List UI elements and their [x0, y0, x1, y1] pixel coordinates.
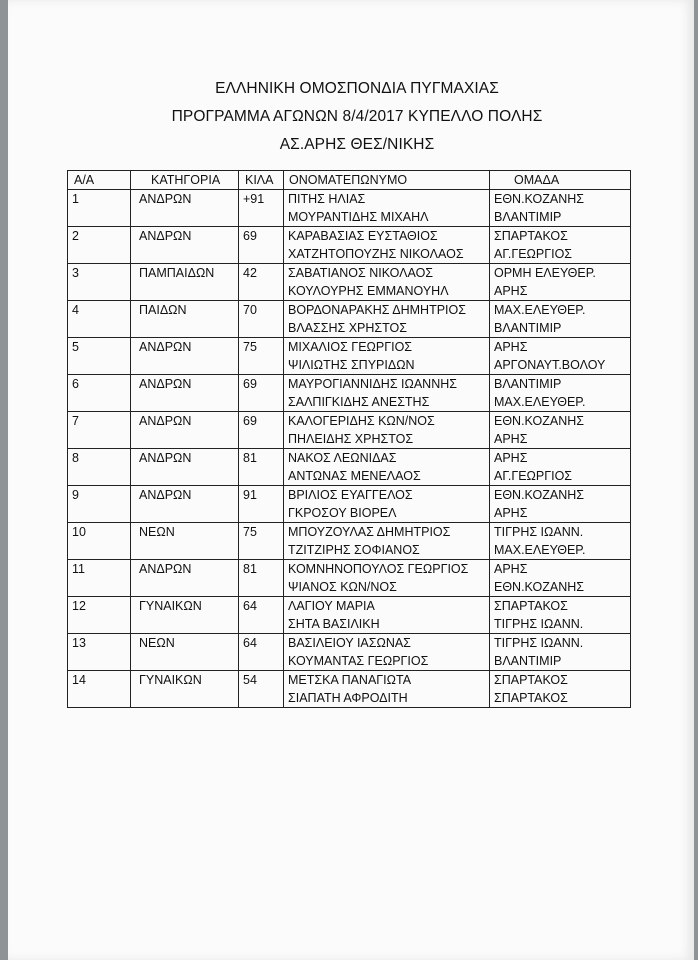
boxer-name-2: ΚΟΥΛΟΥΡΗΣ ΕΜΜΑΝΟΥΗΛ — [288, 284, 449, 298]
team-2: ΒΛΑΝΤΙΜΙΡ — [494, 321, 562, 335]
cell-category — [131, 375, 239, 412]
cell-no — [68, 449, 131, 486]
team-1: ΤΙΓΡΗΣ ΙΩΑΝΝ. — [494, 525, 584, 539]
team-1: ΤΙΓΡΗΣ ΙΩΑΝΝ. — [494, 636, 584, 650]
cell-names — [284, 486, 490, 523]
cell-teams — [490, 523, 631, 560]
table-row — [68, 449, 631, 486]
table-row — [68, 301, 631, 338]
cell-teams — [490, 560, 631, 597]
row-number: 9 — [72, 488, 79, 502]
cell-teams — [490, 264, 631, 301]
team-1: ΑΡΗΣ — [494, 340, 528, 354]
boxer-name-2: ΚΟΥΜΑΝΤΑΣ ΓΕΩΡΓΙΟΣ — [288, 654, 429, 668]
boxer-name-1: ΜΑΥΡΟΓΙΑΝΝΙΔΗΣ ΙΩΑΝΝΗΣ — [288, 377, 457, 391]
weight-class: 54 — [243, 673, 257, 687]
boxer-name-1: ΚΑΡΑΒΑΣΙΑΣ ΕΥΣΤΑΘΙΟΣ — [288, 229, 438, 243]
table-row — [68, 597, 631, 634]
weight-class: 69 — [243, 377, 257, 391]
category: ΠΑΜΠΑΙΔΩΝ — [139, 266, 215, 280]
team-1: ΣΠΑΡΤΑΚΟΣ — [494, 673, 568, 687]
cell-names — [284, 523, 490, 560]
cell-teams — [490, 227, 631, 264]
cell-category — [131, 671, 239, 708]
header-name: ΟΝΟΜΑΤΕΠΩΝΥΜΟ — [284, 171, 490, 190]
cell-no — [68, 190, 131, 227]
document-page — [8, 0, 694, 960]
cell-no — [68, 560, 131, 597]
program-title: ΠΡΟΓΡΑΜΜΑ ΑΓΩΝΩΝ 8/4/2017 ΚΥΠΕΛΛΟ ΠΟΛΗΣ — [171, 108, 543, 125]
cell-category — [131, 560, 239, 597]
table-row — [68, 634, 631, 671]
boxer-name-2: ΑΝΤΩΝΑΣ ΜΕΝΕΛΑΟΣ — [288, 469, 421, 483]
cell-no — [68, 634, 131, 671]
cell-names — [284, 301, 490, 338]
cell-teams — [490, 412, 631, 449]
row-number: 6 — [72, 377, 79, 391]
federation-title: ΕΛΛΗΝΙΚΗ ΟΜΟΣΠΟΝΔΙΑ ΠΥΓΜΑΧΙΑΣ — [215, 80, 499, 97]
boxer-name-2: ΣΗΤΑ ΒΑΣΙΛΙΚΗ — [288, 617, 380, 631]
cell-no — [68, 412, 131, 449]
cell-category — [131, 301, 239, 338]
header-team: ΟΜΑΔΑ — [490, 171, 631, 190]
category: ΑΝΔΡΩΝ — [139, 488, 192, 502]
cell-teams — [490, 190, 631, 227]
row-number: 8 — [72, 451, 79, 465]
header-no: Α/Α — [68, 171, 131, 190]
boxer-name-1: ΒΡΙΛΙΟΣ ΕΥΑΓΓΕΛΟΣ — [288, 488, 413, 502]
boxer-name-2: ΣΑΛΠΙΓΚΙΔΗΣ ΑΝΕΣΤΗΣ — [288, 395, 430, 409]
cell-teams — [490, 634, 631, 671]
table-row — [68, 560, 631, 597]
weight-class: 42 — [243, 266, 257, 280]
boxer-name-2: ΒΛΑΣΣΗΣ ΧΡΗΣΤΟΣ — [288, 321, 407, 335]
cell-no — [68, 671, 131, 708]
weight-class: 69 — [243, 229, 257, 243]
cell-no — [68, 301, 131, 338]
cell-kilos — [239, 671, 284, 708]
cell-names — [284, 190, 490, 227]
boxer-name-2: ΜΟΥΡΑΝΤΙΔΗΣ ΜΙΧΑΗΛ — [288, 210, 429, 224]
boxer-name-2: ΠΗΛΕΙΔΗΣ ΧΡΗΣΤΟΣ — [288, 432, 414, 446]
header-category: ΚΑΤΗΓΟΡΙΑ — [131, 171, 239, 190]
header-kilos: ΚΙΛΑ — [239, 171, 284, 190]
boxer-name-1: ΝΑΚΟΣ ΛΕΩΝΙΔΑΣ — [288, 451, 397, 465]
boxer-name-1: ΒΑΣΙΛΕΙΟΥ ΙΑΣΩΝΑΣ — [288, 636, 411, 650]
team-1: ΟΡΜΗ ΕΛΕΥΘΕΡ. — [494, 266, 596, 280]
category: ΑΝΔΡΩΝ — [139, 414, 192, 428]
team-1: ΜΑΧ.ΕΛΕΥΘΕΡ. — [494, 303, 586, 317]
team-1: ΕΘΝ.ΚΟΖΑΝΗΣ — [494, 414, 584, 428]
cell-names — [284, 338, 490, 375]
row-number: 5 — [72, 340, 79, 354]
cell-no — [68, 338, 131, 375]
cell-kilos — [239, 523, 284, 560]
team-1: ΑΡΗΣ — [494, 451, 528, 465]
cell-category — [131, 523, 239, 560]
cell-no — [68, 375, 131, 412]
category: ΝΕΩΝ — [139, 636, 175, 650]
team-1: ΑΡΗΣ — [494, 562, 528, 576]
cell-kilos — [239, 597, 284, 634]
cell-category — [131, 449, 239, 486]
row-number: 2 — [72, 229, 79, 243]
cell-teams — [490, 301, 631, 338]
bouts-table — [67, 170, 631, 708]
category: ΠΑΙΔΩΝ — [139, 303, 187, 317]
boxer-name-1: ΚΑΛΟΓΕΡΙΔΗΣ ΚΩΝ/ΝΟΣ — [288, 414, 435, 428]
cell-names — [284, 227, 490, 264]
boxer-name-2: ΣΙΑΠΑΤΗ ΑΦΡΟΔΙΤΗ — [288, 691, 408, 705]
table-row — [68, 523, 631, 560]
weight-class: 81 — [243, 451, 257, 465]
cell-names — [284, 375, 490, 412]
team-1: ΕΘΝ.ΚΟΖΑΝΗΣ — [494, 488, 584, 502]
team-2: ΣΠΑΡΤΑΚΟΣ — [494, 691, 568, 705]
club-title: ΑΣ.ΑΡΗΣ ΘΕΣ/ΝΙΚΗΣ — [279, 136, 435, 153]
team-2: ΜΑΧ.ΕΛΕΥΘΕΡ. — [494, 395, 586, 409]
row-number: 10 — [72, 525, 86, 539]
row-number: 3 — [72, 266, 79, 280]
team-2: ΑΡΗΣ — [494, 506, 528, 520]
table-row — [68, 375, 631, 412]
cell-names — [284, 634, 490, 671]
table-row — [68, 486, 631, 523]
cell-kilos — [239, 338, 284, 375]
boxer-name-2: ΨΙΑΝΟΣ ΚΩΝ/ΝΟΣ — [288, 580, 397, 594]
team-2: ΤΙΓΡΗΣ ΙΩΑΝΝ. — [494, 617, 584, 631]
boxer-name-1: ΛΑΓΙΟΥ ΜΑΡΙΑ — [288, 599, 375, 613]
weight-class: 75 — [243, 525, 257, 539]
cell-no — [68, 264, 131, 301]
cell-teams — [490, 671, 631, 708]
row-number: 13 — [72, 636, 86, 650]
cell-teams — [490, 449, 631, 486]
team-1: ΣΠΑΡΤΑΚΟΣ — [494, 229, 568, 243]
category: ΓΥΝΑΙΚΩΝ — [139, 599, 202, 613]
weight-class: 69 — [243, 414, 257, 428]
cell-kilos — [239, 301, 284, 338]
cell-no — [68, 227, 131, 264]
category: ΑΝΔΡΩΝ — [139, 451, 192, 465]
cell-kilos — [239, 227, 284, 264]
table-header-row — [68, 171, 631, 190]
cell-category — [131, 412, 239, 449]
team-2: ΑΓ.ΓΕΩΡΓΙΟΣ — [494, 247, 573, 261]
table-row — [68, 338, 631, 375]
team-2: ΜΑΧ.ΕΛΕΥΘΕΡ. — [494, 543, 586, 557]
cell-category — [131, 338, 239, 375]
cell-teams — [490, 486, 631, 523]
weight-class: 81 — [243, 562, 257, 576]
category: ΝΕΩΝ — [139, 525, 175, 539]
cell-names — [284, 597, 490, 634]
boxer-name-1: ΜΠΟΥΖΟΥΛΑΣ ΔΗΜΗΤΡΙΟΣ — [288, 525, 451, 539]
boxer-name-1: ΜΙΧΑΛΙΟΣ ΓΕΩΡΓΙΟΣ — [288, 340, 413, 354]
category: ΑΝΔΡΩΝ — [139, 377, 192, 391]
team-2: ΒΛΑΝΤΙΜΙΡ — [494, 210, 562, 224]
cell-kilos — [239, 375, 284, 412]
category: ΓΥΝΑΙΚΩΝ — [139, 673, 202, 687]
cell-no — [68, 597, 131, 634]
weight-class: 64 — [243, 636, 257, 650]
cell-kilos — [239, 486, 284, 523]
row-number: 12 — [72, 599, 86, 613]
weight-class: 64 — [243, 599, 257, 613]
boxer-name-1: ΒΟΡΔΟΝΑΡΑΚΗΣ ΔΗΜΗΤΡΙΟΣ — [288, 303, 466, 317]
team-2: ΒΛΑΝΤΙΜΙΡ — [494, 654, 562, 668]
cell-names — [284, 560, 490, 597]
cell-no — [68, 523, 131, 560]
cell-category — [131, 634, 239, 671]
team-1: ΕΘΝ.ΚΟΖΑΝΗΣ — [494, 192, 584, 206]
cell-kilos — [239, 560, 284, 597]
cell-kilos — [239, 449, 284, 486]
cell-names — [284, 671, 490, 708]
table-row — [68, 671, 631, 708]
table-row — [68, 264, 631, 301]
cell-names — [284, 449, 490, 486]
cell-category — [131, 264, 239, 301]
row-number: 1 — [72, 192, 79, 206]
category: ΑΝΔΡΩΝ — [139, 229, 192, 243]
cell-category — [131, 190, 239, 227]
cell-category — [131, 486, 239, 523]
cell-no — [68, 486, 131, 523]
cell-category — [131, 227, 239, 264]
cell-kilos — [239, 264, 284, 301]
table-row — [68, 190, 631, 227]
category: ΑΝΔΡΩΝ — [139, 562, 192, 576]
weight-class: 75 — [243, 340, 257, 354]
cell-category — [131, 597, 239, 634]
team-2: ΑΡΓΟΝΑΥΤ.ΒΟΛΟΥ — [494, 358, 606, 372]
row-number: 4 — [72, 303, 79, 317]
cell-names — [284, 264, 490, 301]
boxer-name-2: ΨΙΛΙΩΤΗΣ ΣΠΥΡΙΔΩΝ — [288, 358, 415, 372]
team-1: ΣΠΑΡΤΑΚΟΣ — [494, 599, 568, 613]
boxer-name-1: ΜΕΤΣΚΑ ΠΑΝΑΓΙΩΤΑ — [288, 673, 412, 687]
category: ΑΝΔΡΩΝ — [139, 340, 192, 354]
category: ΑΝΔΡΩΝ — [139, 192, 192, 206]
team-2: ΑΡΗΣ — [494, 432, 528, 446]
team-2: ΕΘΝ.ΚΟΖΑΝΗΣ — [494, 580, 584, 594]
row-number: 14 — [72, 673, 86, 687]
cell-kilos — [239, 412, 284, 449]
boxer-name-1: ΚΟΜΝΗΝΟΠΟΥΛΟΣ ΓΕΩΡΓΙΟΣ — [288, 562, 469, 576]
weight-class: 91 — [243, 488, 257, 502]
row-number: 7 — [72, 414, 79, 428]
table-row — [68, 227, 631, 264]
boxer-name-2: ΓΚΡΟΣΟΥ ΒΙΟΡΕΛ — [288, 506, 397, 520]
team-1: ΒΛΑΝΤΙΜΙΡ — [494, 377, 562, 391]
boxer-name-1: ΣΑΒΑΤΙΑΝΟΣ ΝΙΚΟΛΑΟΣ — [288, 266, 434, 280]
weight-class: +91 — [243, 192, 265, 206]
cell-teams — [490, 375, 631, 412]
table-row — [68, 412, 631, 449]
cell-teams — [490, 338, 631, 375]
boxer-name-2: ΧΑΤΖΗΤΟΠΟΥΖΗΣ ΝΙΚΟΛΑΟΣ — [288, 247, 464, 261]
cell-kilos — [239, 634, 284, 671]
cell-names — [284, 412, 490, 449]
cell-teams — [490, 597, 631, 634]
cell-kilos — [239, 190, 284, 227]
team-2: ΑΓ.ΓΕΩΡΓΙΟΣ — [494, 469, 573, 483]
weight-class: 70 — [243, 303, 257, 317]
boxer-name-1: ΠΙΤΗΣ ΗΛΙΑΣ — [288, 192, 366, 206]
row-number: 11 — [72, 562, 85, 576]
boxer-name-2: ΤΖΙΤΖΙΡΗΣ ΣΟΦΙΑΝΟΣ — [288, 543, 420, 557]
team-2: ΑΡΗΣ — [494, 284, 528, 298]
